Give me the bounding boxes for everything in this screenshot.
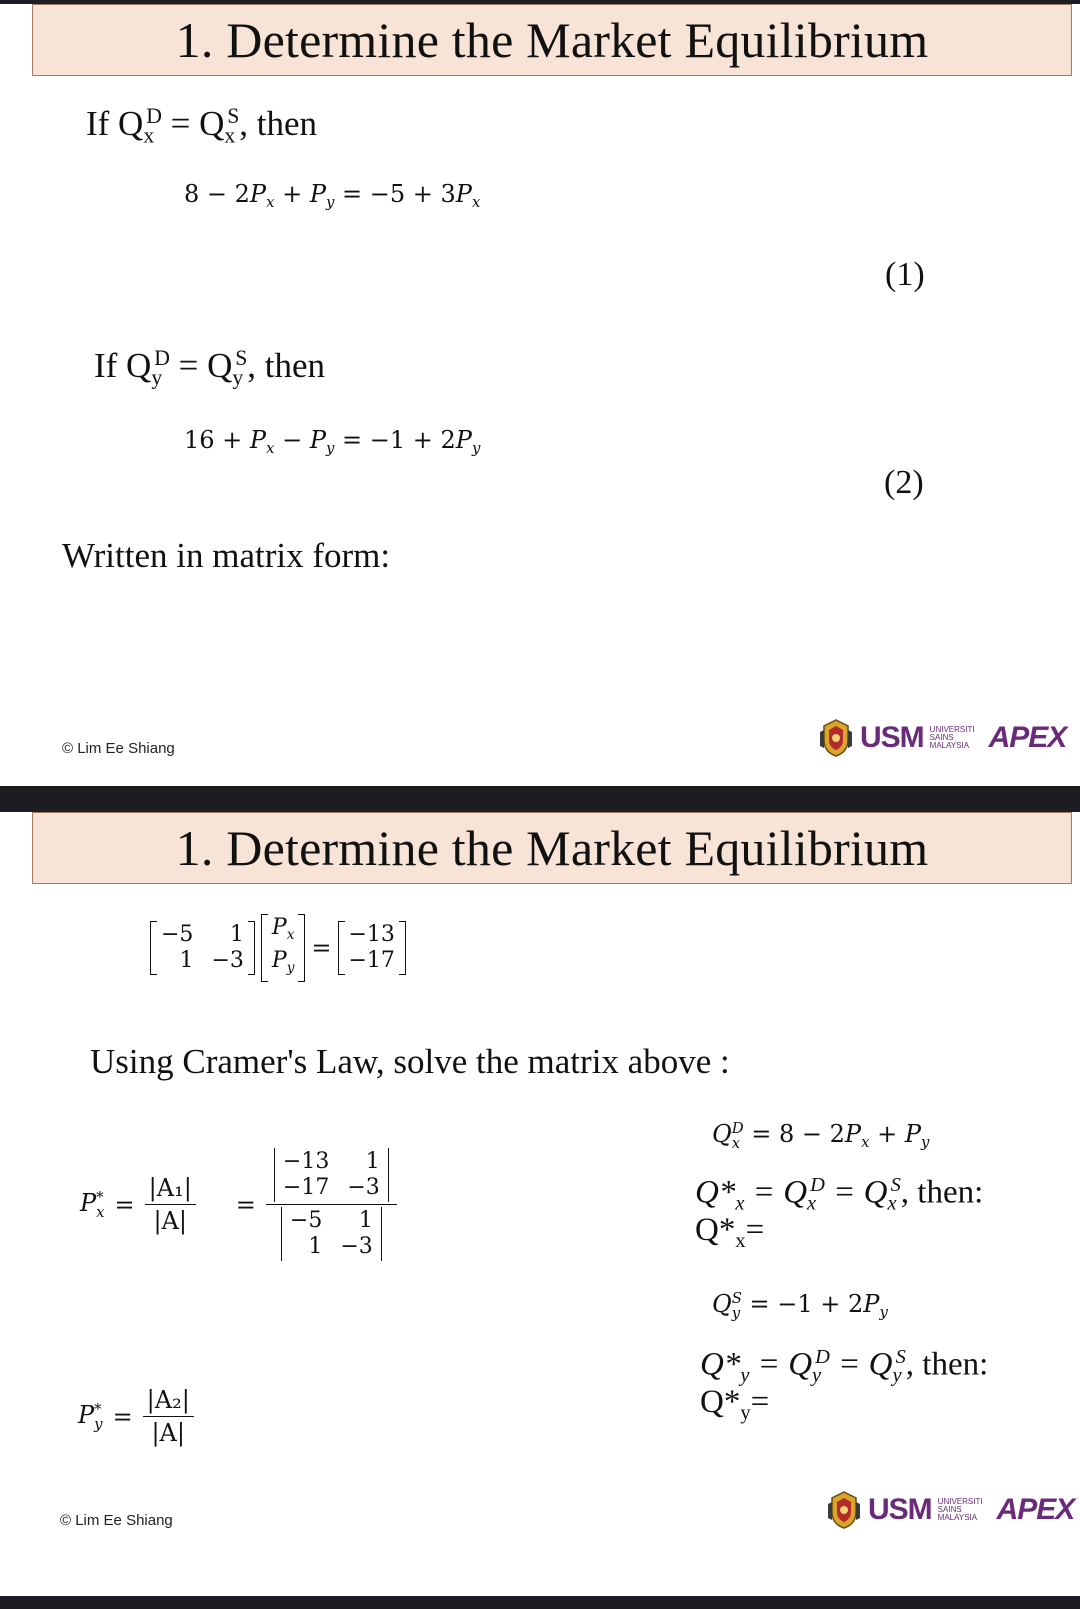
matrix-caption: Written in matrix form: — [62, 536, 391, 575]
slide-title-box — [32, 4, 1072, 76]
usm-subtitle: UNIVERSITI SAINS MALAYSIA — [929, 725, 975, 750]
copyright-footer: © Lim Ee Shiang — [62, 740, 175, 757]
cramer-fraction-x — [266, 1148, 397, 1261]
slide-title: 1. Determine the Market Equilibrium — [175, 820, 929, 876]
qx-equilibrium-condition: $Q*_x = Q_x^D = Q_x^S$, then: — [695, 1174, 984, 1215]
equation-number-2: (2) — [884, 464, 924, 501]
matrix-equation — [150, 914, 406, 982]
usm-wordmark: USM — [860, 721, 924, 754]
usm-wordmark: USM — [868, 1493, 932, 1526]
coefficient-matrix: −5 1 1 −3 — [150, 921, 255, 975]
equation-number-1: (1) — [885, 256, 925, 293]
equals-sign: = — [311, 933, 332, 962]
price-vector: $P_x$ $P_y$ — [261, 914, 306, 982]
slide-title-box — [32, 812, 1072, 884]
condition-line-y: If $Q_y^D = Q_y^S$, then — [94, 346, 326, 390]
qx-equilibrium-result: $Q*_x=$ — [695, 1212, 765, 1253]
determinant-A: −5 1 1 −3 — [277, 1207, 386, 1261]
qy-equilibrium-condition: $Q*_y = Q_y^D = Q_y^S$, then: — [700, 1346, 989, 1387]
university-logos — [818, 718, 1066, 758]
condition-line-x: If $Q_x^D = Q_x^S$, then — [86, 104, 318, 148]
px-star-solution: P * x = $\frac{\text{|A₁|}}{|A|}$ = −13 1 −17 −3 −5 1 1 −3 — [80, 1148, 397, 1261]
apex-logo: APEX — [996, 1493, 1075, 1526]
qy-supply-equation: Q S y = $-1 + 2P_y$ — [712, 1288, 888, 1322]
equation-2: $16 + P_x - P_y = -1 + 2P_y$ — [184, 426, 481, 458]
slide-1 — [0, 4, 1080, 786]
university-logos — [826, 1490, 1074, 1530]
cramer-instruction: Using Cramer's Law, solve the matrix above : — [90, 1042, 730, 1081]
usm-crest-icon — [818, 718, 854, 758]
equation-1: $8 - 2P_x + P_y = -5 + 3P_x$ — [184, 180, 481, 212]
qy-equilibrium-result: $Q*_y=$ — [700, 1384, 770, 1425]
slide-title: 1. Determine the Market Equilibrium — [175, 12, 929, 68]
determinant-A1: −13 1 −17 −3 — [270, 1148, 393, 1202]
usm-crest-icon — [826, 1490, 862, 1530]
slide-2 — [0, 812, 1080, 1596]
py-star-solution: P * y = $\frac{\text{|A₂|}}{|A|}$ — [78, 1386, 194, 1447]
apex-logo: APEX — [988, 721, 1067, 754]
copyright-footer: © Lim Ee Shiang — [60, 1512, 173, 1529]
constant-vector: −13 −17 — [338, 921, 406, 975]
usm-subtitle: UNIVERSITI SAINS MALAYSIA — [937, 1497, 983, 1522]
qx-demand-equation: Q D x = $8 - 2P_x + P_y$ — [712, 1118, 930, 1152]
